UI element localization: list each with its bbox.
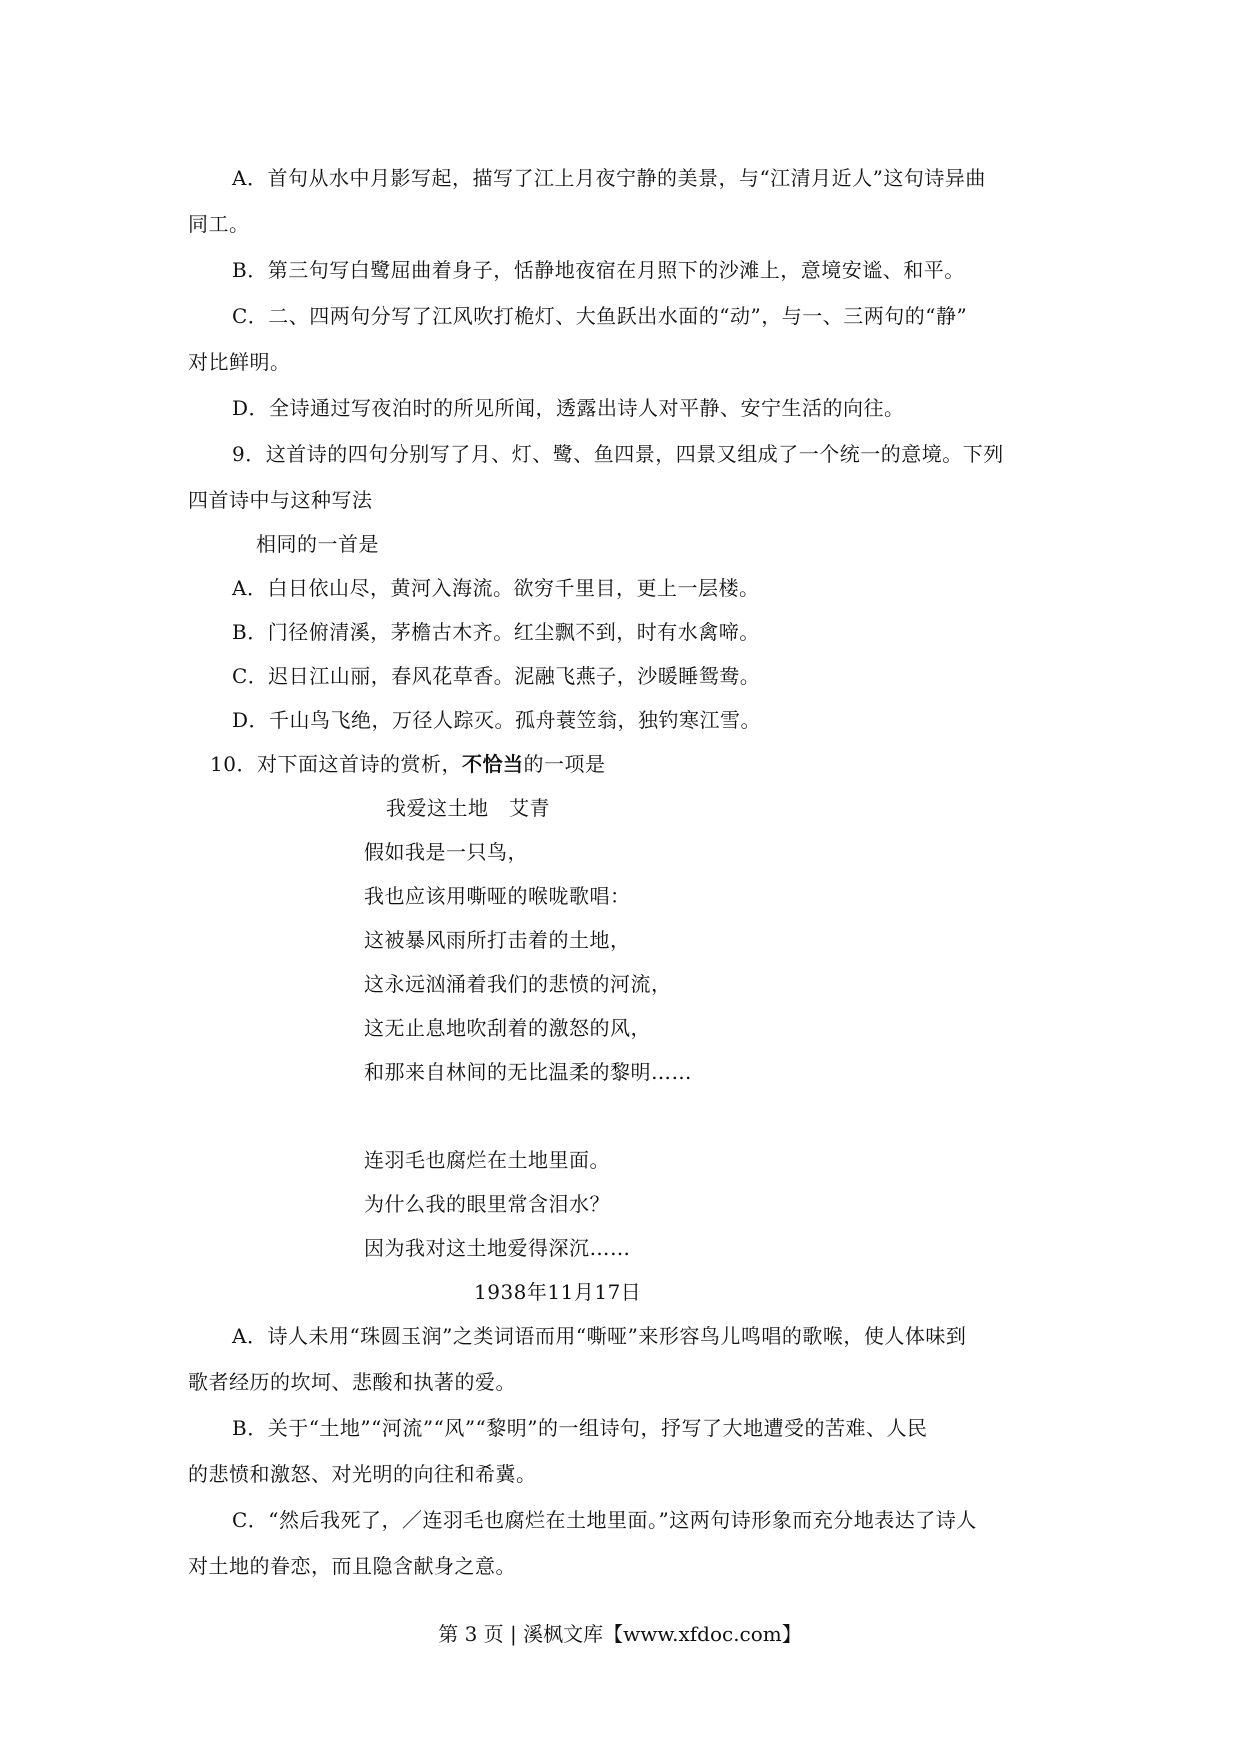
poem-date: 1938年11月17日 [474, 1280, 642, 1304]
q10-stem-suffix: 的一项是 [523, 752, 606, 776]
poem-line: 连羽毛也腐烂在土地里面。 [364, 1148, 610, 1172]
q10-option-c-line2: 对土地的眷恋，而且隐含献身之意。 [188, 1554, 516, 1578]
q10-option-b-line1: B．关于“土地”“河流”“风”“黎明”的一组诗句，抒写了大地遭受的苦难、人民 [232, 1416, 928, 1440]
q9-option-d: D．千山鸟飞绝，万径人踪灭。孤舟蓑笠翁，独钓寒江雪。 [232, 708, 762, 732]
q9-option-b: B．门径俯清溪，茅檐古木齐。红尘飘不到，时有水禽啼。 [232, 620, 760, 644]
q8-option-d: D．全诗通过写夜泊时的所见所闻，透露出诗人对平静、安宁生活的向往。 [232, 396, 905, 420]
q8-option-c-line2: 对比鲜明。 [188, 350, 291, 374]
q10-stem-emphasis: 不恰当 [461, 752, 524, 776]
q10-option-b-line2: 的悲愤和激怒、对光明的向往和希冀。 [188, 1462, 537, 1486]
poem-line: 这永远汹涌着我们的悲愤的河流， [364, 972, 672, 996]
q9-option-c: C．迟日江山丽，春风花草香。泥融飞燕子，沙暖睡鸳鸯。 [232, 664, 761, 688]
poem-line: 因为我对这土地爱得深沉…… [364, 1236, 631, 1260]
q10-option-a-line1: A．诗人未用“珠圆玉润”之类词语而用“嘶哑”来形容鸟儿鸣唱的歌喉，使人体味到 [232, 1324, 967, 1348]
q10-option-c-line1: C．“然后我死了，／连羽毛也腐烂在土地里面。”这两句诗形象而充分地表达了诗人 [232, 1508, 977, 1532]
q9-stem-line2: 四首诗中与这种写法 [188, 488, 373, 512]
q8-option-c-line1: C．二、四两句分写了江风吹打桅灯、大鱼跃出水面的“动”，与一、三两句的“静” [232, 304, 968, 328]
page-footer: 第 3 页 | 溪枫文库【www.xfdoc.com】 [438, 1622, 802, 1646]
poem-line: 和那来自林间的无比温柔的黎明…… [364, 1060, 692, 1084]
q10-stem-prefix: 10．对下面这首诗的赏析， [210, 752, 462, 776]
poem-title: 我爱这土地 艾青 [386, 796, 550, 820]
q9-stem-line3: 相同的一首是 [256, 532, 379, 556]
poem-line: 假如我是一只鸟， [364, 840, 528, 864]
poem-line: 为什么我的眼里常含泪水？ [364, 1192, 610, 1216]
q8-option-a-line2: 同工。 [188, 212, 250, 236]
poem-line: 我也应该用嘶哑的喉咙歌唱： [364, 884, 631, 908]
q9-option-a: A．白日依山尽，黄河入海流。欲穷千里目，更上一层楼。 [232, 576, 760, 600]
poem-line: 这无止息地吹刮着的激怒的风， [364, 1016, 651, 1040]
q8-option-a-line1: A．首句从水中月影写起，描写了江上月夜宁静的美景，与“江清月近人”这句诗异曲 [232, 166, 986, 190]
q9-stem-line1: 9．这首诗的四句分别写了月、灯、鹭、鱼四景，四景又组成了一个统一的意境。下列 [232, 442, 1004, 466]
poem-line: 这被暴风雨所打击着的土地， [364, 928, 631, 952]
q10-option-a-line2: 歌者经历的坎坷、悲酸和执著的爱。 [188, 1370, 516, 1394]
q8-option-b: B．第三句写白鹭屈曲着身子，恬静地夜宿在月照下的沙滩上，意境安谧、和平。 [232, 258, 965, 282]
q10-stem [210, 750, 605, 778]
